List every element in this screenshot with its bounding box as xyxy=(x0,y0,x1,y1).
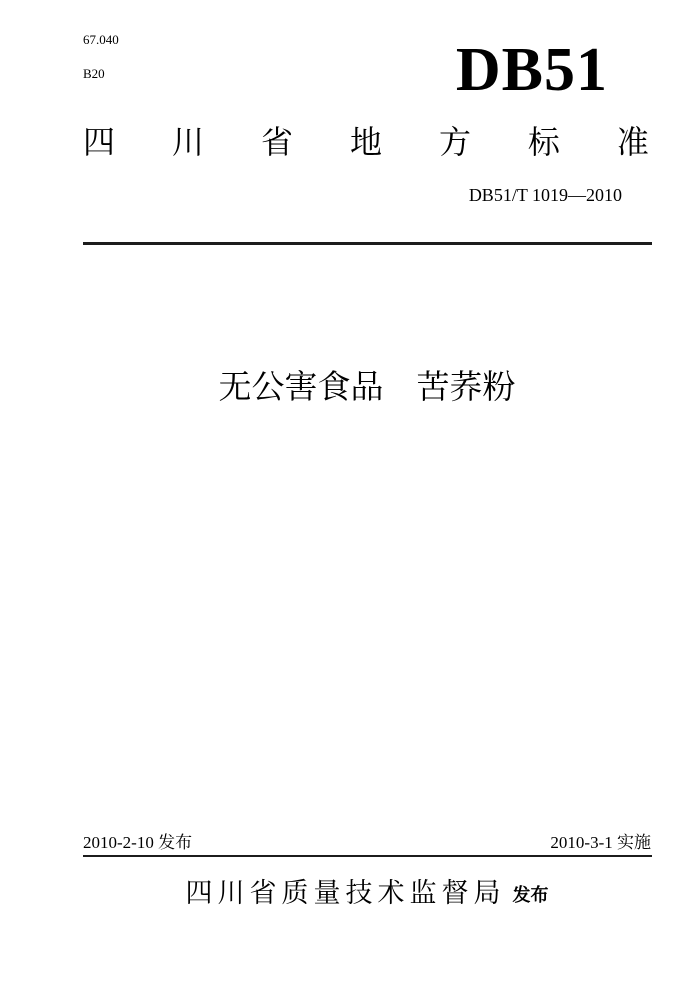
standard-name-char: 准 xyxy=(616,124,649,160)
header-rule xyxy=(83,242,652,245)
issuing-authority: 四川省质量技术监督局 xyxy=(185,878,506,908)
publish-label: 发布 xyxy=(512,884,549,905)
document-title: 无公害食品 苦荞粉 xyxy=(218,368,516,405)
standard-name-char: 四 xyxy=(83,124,116,160)
standard-name-char: 地 xyxy=(349,124,382,160)
issue-date: 2010-2-10 发布 xyxy=(83,833,193,852)
ics-code: 67.040 xyxy=(83,32,119,47)
standard-name-char: 省 xyxy=(260,124,293,160)
footer-rule xyxy=(83,855,652,857)
standard-number: DB51/T 1019—2010 xyxy=(468,185,622,205)
standard-name-char: 川 xyxy=(171,124,204,160)
implementation-date: 2010-3-1 实施 xyxy=(550,833,651,852)
classification-code: B20 xyxy=(83,66,105,81)
standard-name-char: 方 xyxy=(438,124,471,160)
standard-name-char: 标 xyxy=(527,124,560,160)
dates-row xyxy=(83,834,651,853)
issuer-row xyxy=(83,879,651,907)
standard-logo: DB51 xyxy=(455,36,608,104)
standard-name xyxy=(83,126,649,158)
